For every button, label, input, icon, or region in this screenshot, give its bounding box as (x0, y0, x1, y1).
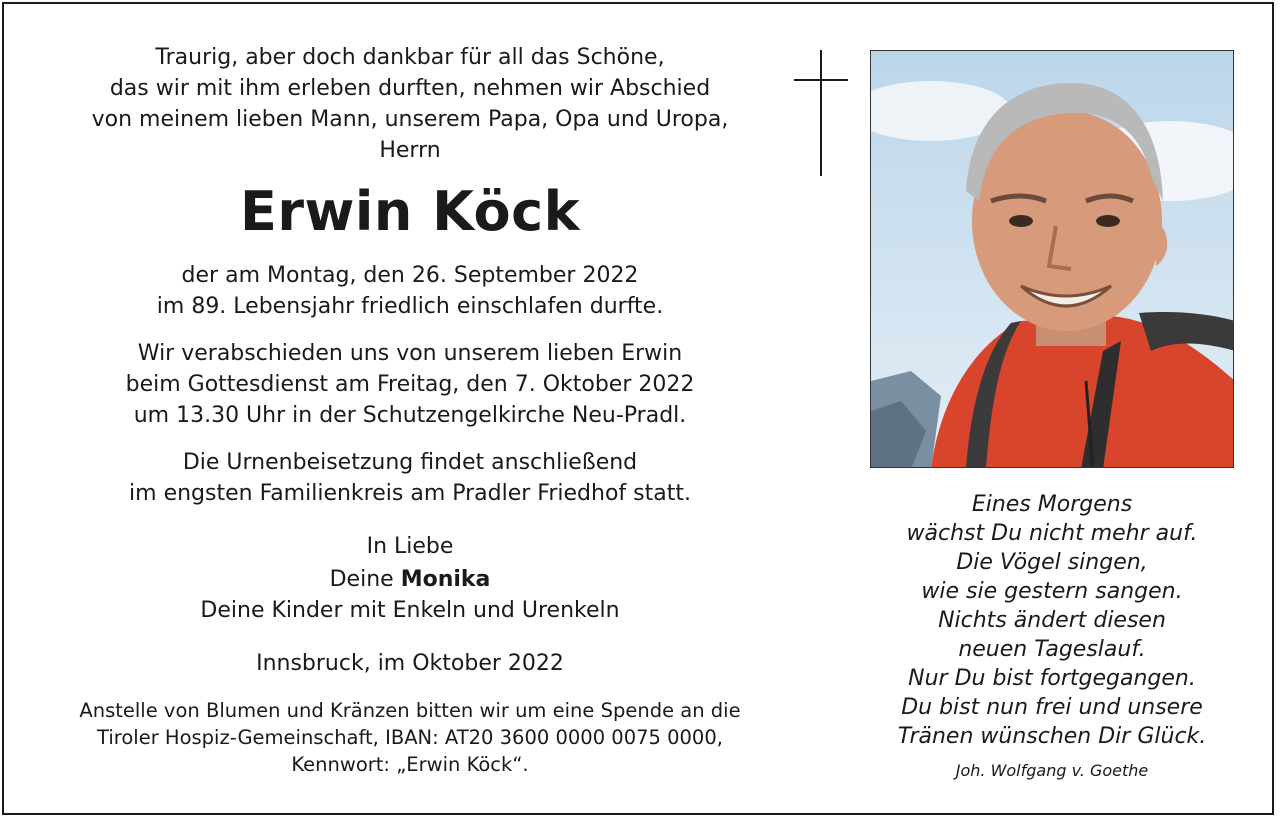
poem-line: neuen Tageslauf. (958, 637, 1146, 662)
monika-name: Monika (400, 567, 491, 592)
poem-line: wie sie gestern sangen. (921, 579, 1183, 604)
service-line: um 13.30 Uhr in der Schutzengelkirche Neu-Pradl. (133, 403, 687, 428)
death-line: der am Montag, den 26. September 2022 (181, 263, 639, 288)
poem-line: Nichts ändert diesen (938, 608, 1166, 633)
service-line: beim Gottesdienst am Freitag, den 7. Oktober 2022 (125, 372, 695, 397)
poem-line: wächst Du nicht mehr auf. (906, 521, 1198, 546)
children-line: Deine Kinder mit Enkeln und Urenkeln (200, 598, 620, 623)
cross-icon (794, 50, 848, 176)
poem-author: Joh. Wolfgang v. Goethe (955, 761, 1149, 780)
signature-monika (44, 564, 776, 595)
poem-line: Du bist nun frei und unsere (901, 695, 1203, 720)
deine-label: Deine (329, 567, 394, 592)
intro-line: von meinem lieben Mann, unserem Papa, Opa und Uropa, (91, 107, 729, 132)
place-date: Innsbruck, im Oktober 2022 (256, 651, 564, 676)
portrait-photo (870, 50, 1234, 468)
burial-line: Die Urnenbeisetzung findet anschließend (182, 450, 638, 475)
poem-line: Nur Du bist fortgegangen. (908, 666, 1196, 691)
death-line: im 89. Lebensjahr friedlich einschlafen durfte. (156, 294, 664, 319)
donation-line: Anstelle von Blumen und Kränzen bitten wir um eine Spende an die (79, 699, 741, 722)
obituary-text-column (44, 42, 776, 778)
intro-line: Traurig, aber doch dankbar für all das Schöne, (155, 45, 665, 70)
service-line: Wir verabschieden uns von unserem lieben Erwin (137, 341, 683, 366)
donation-line: Kennwort: „Erwin Köck“. (291, 753, 529, 776)
portrait-illustration (871, 51, 1234, 468)
donation-line: Tiroler Hospiz-Gemeinschaft, IBAN: AT20 3600 0000 0075 0000, (97, 726, 723, 749)
intro (44, 42, 776, 166)
intro-line: Herrn (379, 138, 441, 163)
poem-line: Die Vögel singen, (956, 550, 1148, 575)
poem-line: Tränen wünschen Dir Glück. (897, 724, 1207, 749)
poem-line: Eines Morgens (971, 492, 1133, 517)
poem (870, 490, 1234, 780)
deceased-name: Erwin Köck (239, 180, 581, 243)
in-love: In Liebe (366, 534, 454, 559)
burial-line: im engsten Familienkreis am Pradler Friedhof statt. (129, 481, 691, 506)
intro-line: das wir mit ihm erleben durften, nehmen wir Abschied (109, 76, 711, 101)
obituary-card (2, 2, 1274, 815)
